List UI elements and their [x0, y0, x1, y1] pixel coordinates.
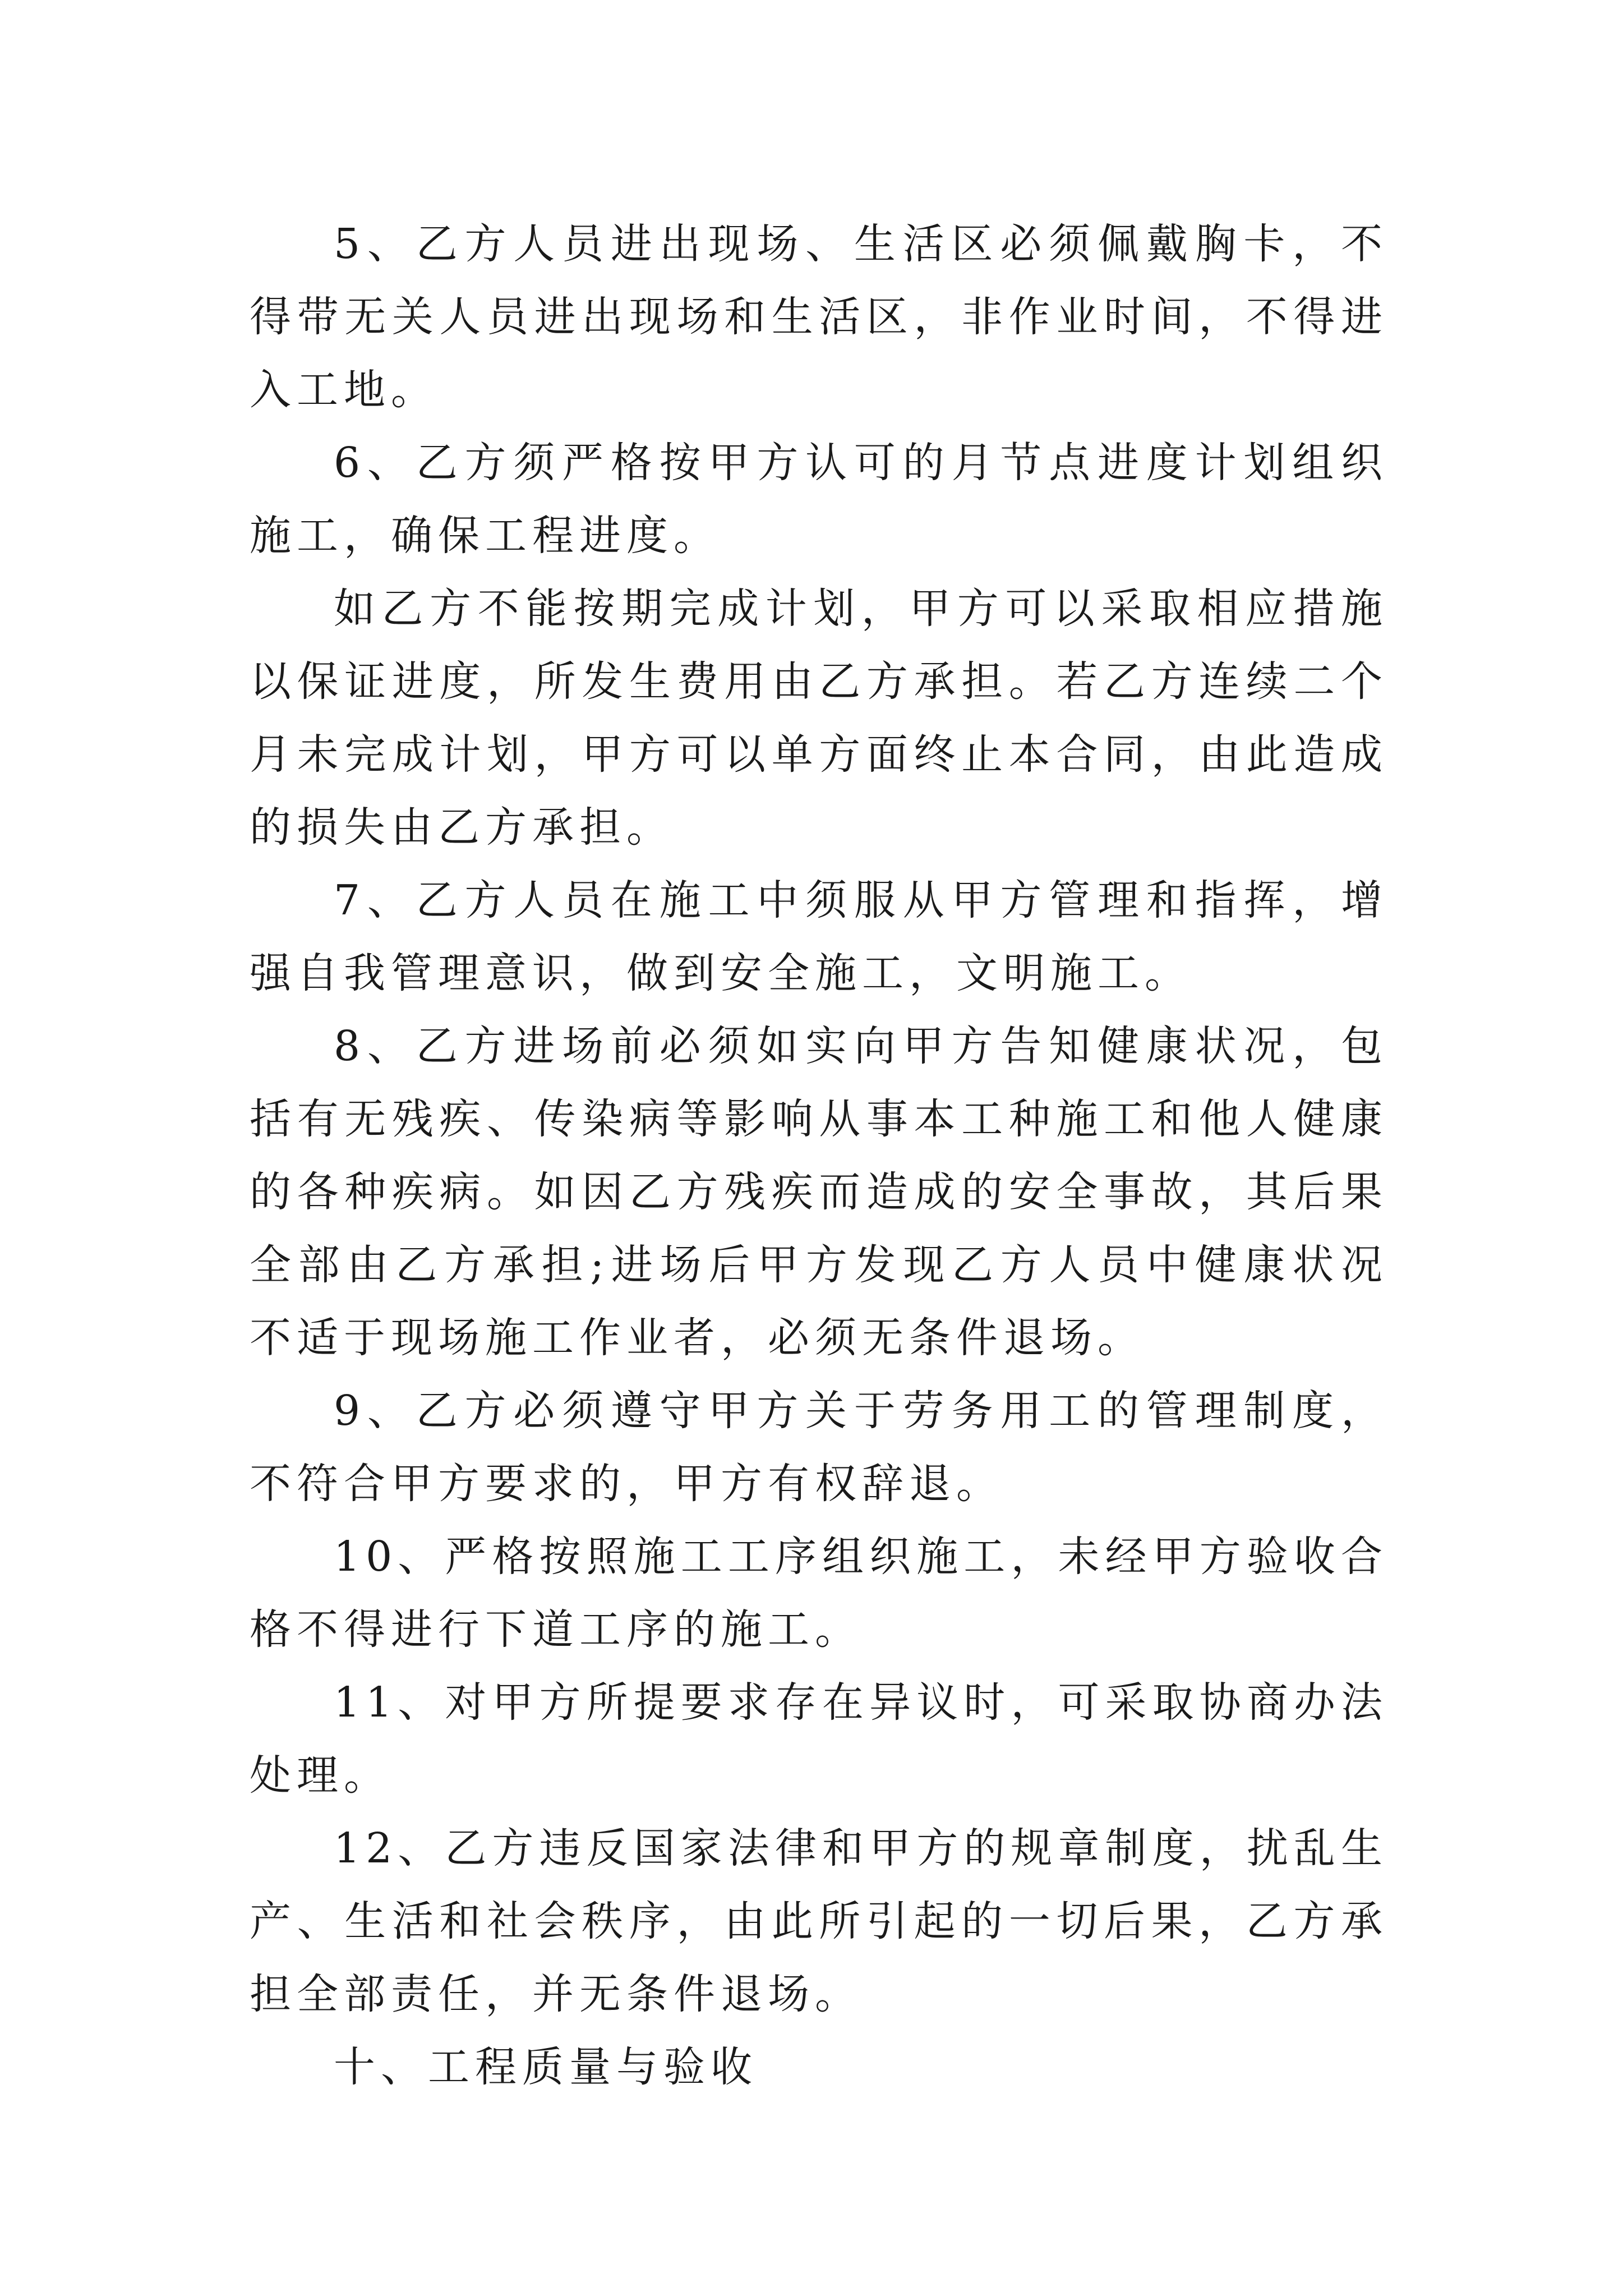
document-body: [250, 208, 1388, 2104]
paragraph-item-12: 12、乙方违反国家法律和甲方的规章制度，扰乱生产、生活和社会秩序，由此所引起的一切后果，乙方承担全部责任，并无条件退场。: [250, 1824, 1388, 2018]
paragraph-item-7: 7、乙方人员在施工中须服从甲方管理和指挥，增强自我管理意识，做到安全施工，文明施工。: [250, 876, 1388, 997]
paragraph-item-9: 9、乙方必须遵守甲方关于劳务用工的管理制度，不符合甲方要求的，甲方有权辞退。: [250, 1387, 1388, 1508]
paragraph-item-8: 8、乙方进场前必须如实向甲方告知健康状况，包括有无残疾、传染病等影响从事本工种施工和他人健康的各种疾病。如因乙方残疾而造成的安全事故，其后果全部由乙方承担;进场后甲方发现乙方人员中健康状况不适于现场施工作业者，必须无条件退场。: [250, 1022, 1388, 1362]
paragraph-item-6: 6、乙方须严格按甲方认可的月节点进度计划组织施工，确保工程进度。: [250, 439, 1388, 560]
paragraph-item-11: 11、对甲方所提要求存在异议时，可采取协商办法处理。: [250, 1678, 1388, 1800]
section-heading: 十、工程质量与验收: [334, 2043, 758, 2091]
paragraph-item-6-detail: 如乙方不能按期完成计划，甲方可以采取相应措施以保证进度，所发生费用由乙方承担。若乙方连续二个月未完成计划，甲方可以单方面终止本合同，由此造成的损失由乙方承担。: [250, 585, 1388, 852]
paragraph-item-5: 5、乙方人员进出现场、生活区必须佩戴胸卡，不得带无关人员进出现场和生活区，非作业时间，不得进入工地。: [250, 220, 1388, 414]
paragraph-item-10: 10、严格按照施工工序组织施工，未经甲方验收合格不得进行下道工序的施工。: [250, 1533, 1388, 1654]
